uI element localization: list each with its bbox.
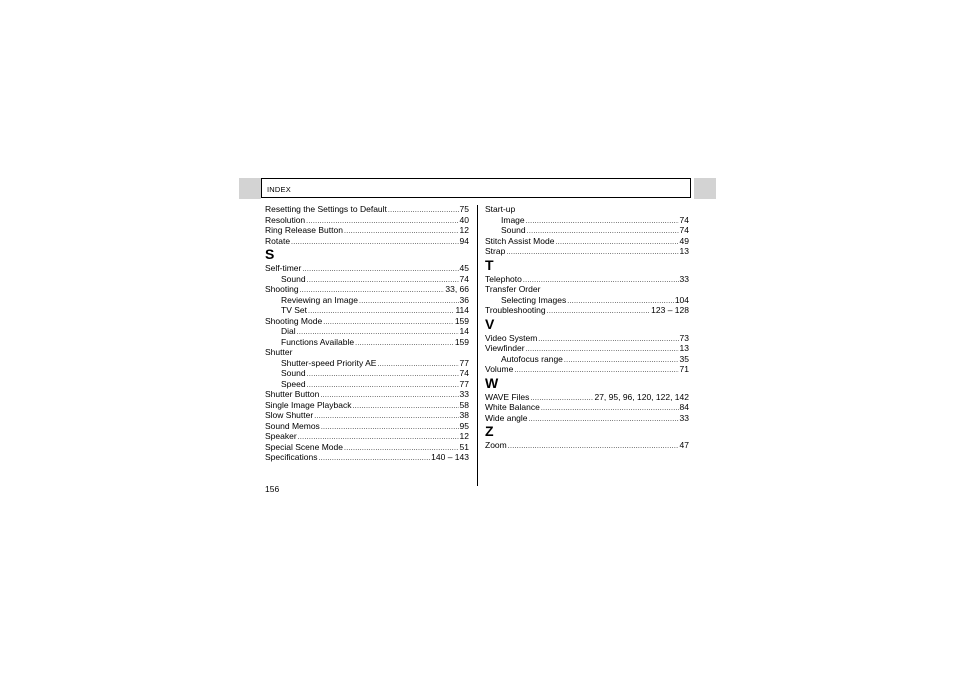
index-entry [265,400,469,411]
entry-label: Shutter [265,347,293,357]
entry-label: Sound [281,273,306,284]
dot-leader [359,297,459,308]
entry-page-ref: 51 [459,441,469,452]
index-subentry [265,337,469,348]
index-entry [485,392,689,403]
entry-label: Shutter-speed Priority AE [281,357,377,368]
entry-page-ref: 75 [459,204,469,214]
dot-leader [564,356,679,367]
index-entry [265,410,469,421]
index-entry [485,343,689,354]
entry-label: Reviewing an Image [281,294,359,305]
entry-page-ref: 71 [679,364,689,374]
index-entry [485,333,689,344]
entry-page-ref: 74 [679,214,689,225]
entry-page-ref: 74 [459,368,469,378]
entry-label: Slow Shutter [265,410,314,420]
index-subentry [265,379,469,390]
index-subentry [265,326,469,337]
index-letter-heading: T [485,256,494,273]
index-entry [485,274,689,285]
column-divider [477,205,478,486]
entry-page-ref: 49 [679,235,689,246]
entry-page-ref: 13 [679,343,689,353]
entry-label: Image [501,214,525,225]
index-entry [265,236,469,247]
dot-leader [318,454,430,465]
entry-label: Resolution [265,214,306,225]
entry-label: Special Scene Mode [265,441,343,452]
entry-page-ref: 74 [679,225,689,235]
entry-page-ref: 140 – 143 [431,452,469,462]
index-subentry [485,354,689,365]
index-entry [485,246,689,257]
index-column-left [265,204,469,463]
entry-label: Stitch Assist Mode [485,235,555,246]
entry-page-ref: 159 [454,315,469,326]
entry-label: Self-timer [265,263,302,273]
dot-leader [307,276,459,287]
dot-leader [314,412,458,423]
entry-label: Shooting [265,284,299,294]
entry-label: Functions Available [281,336,355,347]
entry-label: Wide angle [485,412,528,423]
entry-label: Selecting Images [501,294,567,305]
entry-page-ref: 74 [459,273,469,284]
left-edge-tab [239,178,261,199]
dot-leader [388,206,459,217]
index-entry [265,389,469,400]
index-entry [265,204,469,215]
entry-label: Resetting the Settings to Default [265,204,387,214]
index-entry [265,225,469,236]
index-subentry [265,305,469,316]
entry-label: Sound [501,225,526,235]
entry-page-ref: 95 [459,420,469,431]
index-entry [265,421,469,432]
dot-leader [547,307,651,318]
dot-leader [355,339,454,350]
dot-leader [307,381,459,392]
entry-label: Shooting Mode [265,315,323,326]
index-entry [265,263,469,274]
index-entry [265,284,469,295]
index-entry [265,316,469,327]
entry-page-ref: 33 [679,273,689,284]
dot-leader [541,404,679,415]
right-edge-tab [694,178,716,199]
index-entry [485,402,689,413]
index-subentry [485,295,689,306]
entry-page-ref: 33 [459,389,469,399]
entry-label: White Balance [485,402,540,412]
index-subentry [485,215,689,226]
entry-page-ref: 12 [459,225,469,235]
entry-label: Volume [485,364,514,374]
index-subentry [265,295,469,306]
entry-page-ref: 36 [459,294,469,305]
dot-leader [323,318,454,329]
entry-label: Start-up [485,204,516,214]
dot-leader [523,276,679,287]
entry-page-ref: 94 [459,235,469,246]
entry-label: Dial [281,326,296,336]
entry-page-ref: 35 [679,353,689,364]
entry-label: Specifications [265,452,318,462]
dot-leader [538,335,678,346]
entry-label: Troubleshooting [485,305,546,315]
index-entry [485,236,689,247]
entry-label: Speed [281,378,306,389]
entry-label: Shutter Button [265,389,320,399]
header-title: INDEX [267,185,291,194]
entry-page-ref: 84 [679,402,689,412]
entry-page-ref: 123 – 128 [651,305,689,315]
index-letter-heading: S [265,246,275,262]
index-entry [485,305,689,316]
entry-label: Transfer Order [485,284,541,294]
page-number: 156 [265,484,280,494]
index-letter-heading: Z [485,423,494,439]
dot-leader [526,217,679,228]
entry-page-ref: 77 [459,357,469,368]
dot-leader [377,360,458,371]
entry-label: Rotate [265,235,291,246]
entry-page-ref: 73 [679,332,689,343]
entry-label: Strap [485,246,506,256]
entry-label: Sound Memos [265,420,320,431]
entry-page-ref: 38 [459,410,469,420]
dot-leader [529,415,679,426]
index-subentry [265,368,469,379]
index-entry [485,413,689,424]
entry-label: Autofocus range [501,353,563,364]
entry-page-ref: 14 [459,326,469,336]
index-entry [265,442,469,453]
entry-label: WAVE Files [485,391,530,402]
entry-page-ref: 45 [459,263,469,273]
index-entry [265,215,469,226]
entry-page-ref: 33, 66 [445,284,469,294]
index-entry [265,431,469,442]
entry-page-ref: 12 [459,431,469,441]
entry-page-ref: 58 [459,399,469,410]
entry-label: Zoom [485,440,507,450]
entry-label: Viewfinder [485,343,525,353]
index-letter-heading: W [485,374,499,391]
entry-page-ref: 159 [454,336,469,347]
index-entry [485,440,689,451]
entry-label: Video System [485,332,538,343]
dot-leader [307,370,459,381]
index-entry [265,452,469,463]
entry-page-ref: 77 [459,378,469,389]
index-letter-heading: V [485,315,495,332]
entry-label: Single Image Playback [265,399,352,410]
dot-leader [308,307,454,318]
index-column-right [485,204,689,451]
index-entry [485,204,689,215]
index-subentry [485,225,689,236]
dot-leader [344,227,459,238]
dot-leader [291,238,458,249]
entry-label: Speaker [265,431,297,441]
dot-leader [302,265,458,276]
dot-leader [321,423,459,434]
entry-page-ref: 114 [455,305,469,315]
entry-label: Sound [281,368,306,378]
index-subentry [265,274,469,285]
entry-page-ref: 13 [679,246,689,256]
entry-label: Telephoto [485,273,522,284]
entry-page-ref: 47 [679,440,689,450]
dot-leader [508,442,679,453]
dot-leader [506,248,678,259]
index-subentry [265,358,469,369]
entry-page-ref: 104 [674,294,689,305]
dot-leader [352,402,458,413]
entry-label: Ring Release Button [265,225,343,235]
dot-leader [555,238,678,249]
index-header [261,178,691,198]
index-entry [485,364,689,375]
entry-page-ref: 27, 95, 96, 120, 122, 142 [594,391,689,402]
entry-page-ref: 40 [459,214,469,225]
entry-label: TV Set [281,305,307,315]
dot-leader [514,366,678,377]
entry-page-ref: 33 [679,412,689,423]
